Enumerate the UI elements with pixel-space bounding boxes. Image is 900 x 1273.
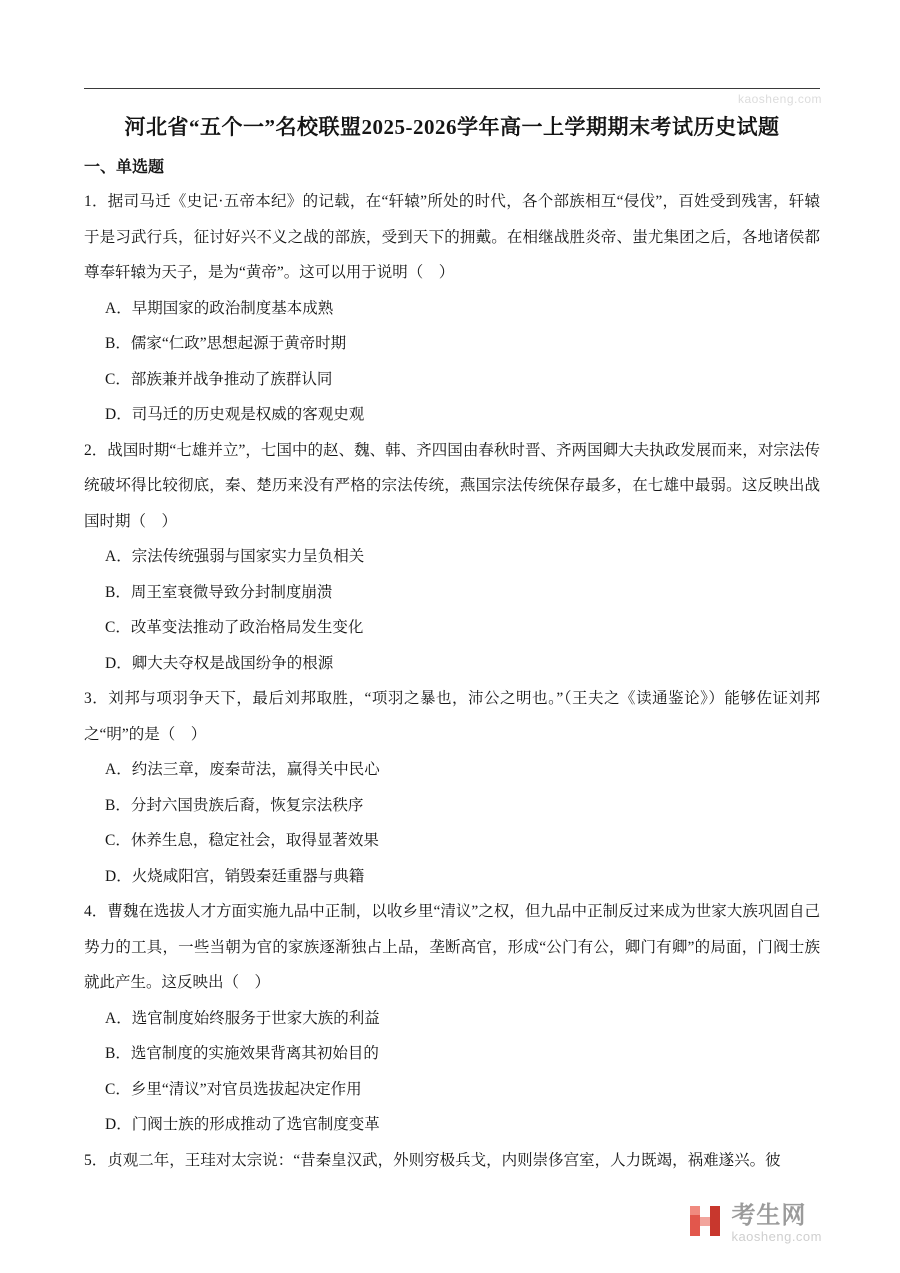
question-4-option-B: B．选官制度的实施效果背离其初始目的 (105, 1045, 379, 1062)
question-2-option-C: C．改革变法推动了政治格局发生变化 (105, 619, 364, 636)
question-1 (84, 184, 820, 433)
watermark-brand: 考生网 (731, 1203, 807, 1229)
question-4-option-D: D．门阀士族的形成推动了选官制度变革 (105, 1116, 380, 1133)
question-1-stem: 1．据司马迁《史记·五帝本纪》的记载，在“轩辕”所处的时代，各个部族相互“侵伐”，百姓受到残害，轩辕于是习武行兵，征讨好兴不义之战的部族，受到天下的拥戴。在相继战胜炎帝、蚩尤集团之后，各地诸侯都尊奉轩辕为天子，是为“黄帝”。这可以用于说明（ ） (84, 193, 820, 281)
question-1-option-B: B．儒家“仁政”思想起源于黄帝时期 (105, 335, 347, 352)
question-4-option-A: A．选官制度始终服务于世家大族的利益 (105, 1009, 380, 1027)
question-2-option-D: D．卿大夫夺权是战国纷争的根源 (105, 654, 334, 672)
header-rule (84, 88, 820, 89)
question-4-option-C: C．乡里“清议”对官员选拔起决定作用 (105, 1080, 362, 1098)
kaosheng-logo-icon (687, 1203, 723, 1239)
watermark-bottom (687, 1203, 822, 1245)
watermark-top-right: kaosheng.com (737, 92, 822, 106)
question-4-stem: 4．曹魏在选拔人才方面实施九品中正制，以收乡里“清议”之权，但九品中正制反过来成为世家大族巩固自己势力的工具，一些当朝为官的家族逐渐独占上品，垄断高官，形成“公门有公，卿门有卿”的局面，门阀士族就此产生。这反映出（ ） (84, 903, 820, 991)
question-5-stem: 5．贞观二年，王珪对太宗说：“昔秦皇汉武，外则穷极兵戈，内则崇侈宫室，人力既竭，祸难遂兴。彼 (84, 1151, 781, 1169)
question-2-option-A: A．宗法传统强弱与国家实力呈负相关 (105, 548, 365, 565)
page-title: 河北省“五个一”名校联盟2025-2026学年高一上学期期末考试历史试题 (124, 115, 780, 139)
question-list (84, 184, 820, 1178)
watermark-domain: kaosheng.com (731, 1229, 822, 1244)
question-2-option-B: B．周王室衰微导致分封制度崩溃 (105, 583, 333, 601)
question-4 (84, 894, 820, 1143)
question-5 (84, 1143, 820, 1179)
question-2-stem: 2．战国时期“七雄并立”，七国中的赵、魏、韩、齐四国由春秋时晋、齐两国卿大夫执政发展而来，对宗法传统破坏得比较彻底，秦、楚历来没有严格的宗法传统，燕国宗法传统保存最多，在七雄中最弱。这反映出战国时期（ ） (84, 441, 820, 530)
watermark-text (731, 1203, 822, 1245)
question-3-option-A: A．约法三章，废秦苛法，赢得关中民心 (105, 761, 380, 778)
question-2 (84, 433, 820, 682)
question-3-stem: 3．刘邦与项羽争天下，最后刘邦取胜，“项羽之暴也，沛公之明也。”（王夫之《读通鉴论》）能够佐证刘邦之“明”的是（ ） (84, 690, 820, 743)
question-1-option-D: D．司马迁的历史观是权威的客观史观 (105, 406, 365, 423)
question-3-option-C: C．休养生息，稳定社会，取得显著效果 (105, 832, 379, 849)
question-1-option-A: A．早期国家的政治制度基本成熟 (105, 299, 334, 317)
section-heading: 一、单选题 (84, 159, 165, 176)
question-1-option-C: C．部族兼并战争推动了族群认同 (105, 370, 333, 388)
question-3-option-D: D．火烧咸阳宫，销毁秦廷重器与典籍 (105, 867, 365, 885)
question-3 (84, 681, 820, 894)
question-3-option-B: B．分封六国贵族后裔，恢复宗法秩序 (105, 796, 364, 814)
